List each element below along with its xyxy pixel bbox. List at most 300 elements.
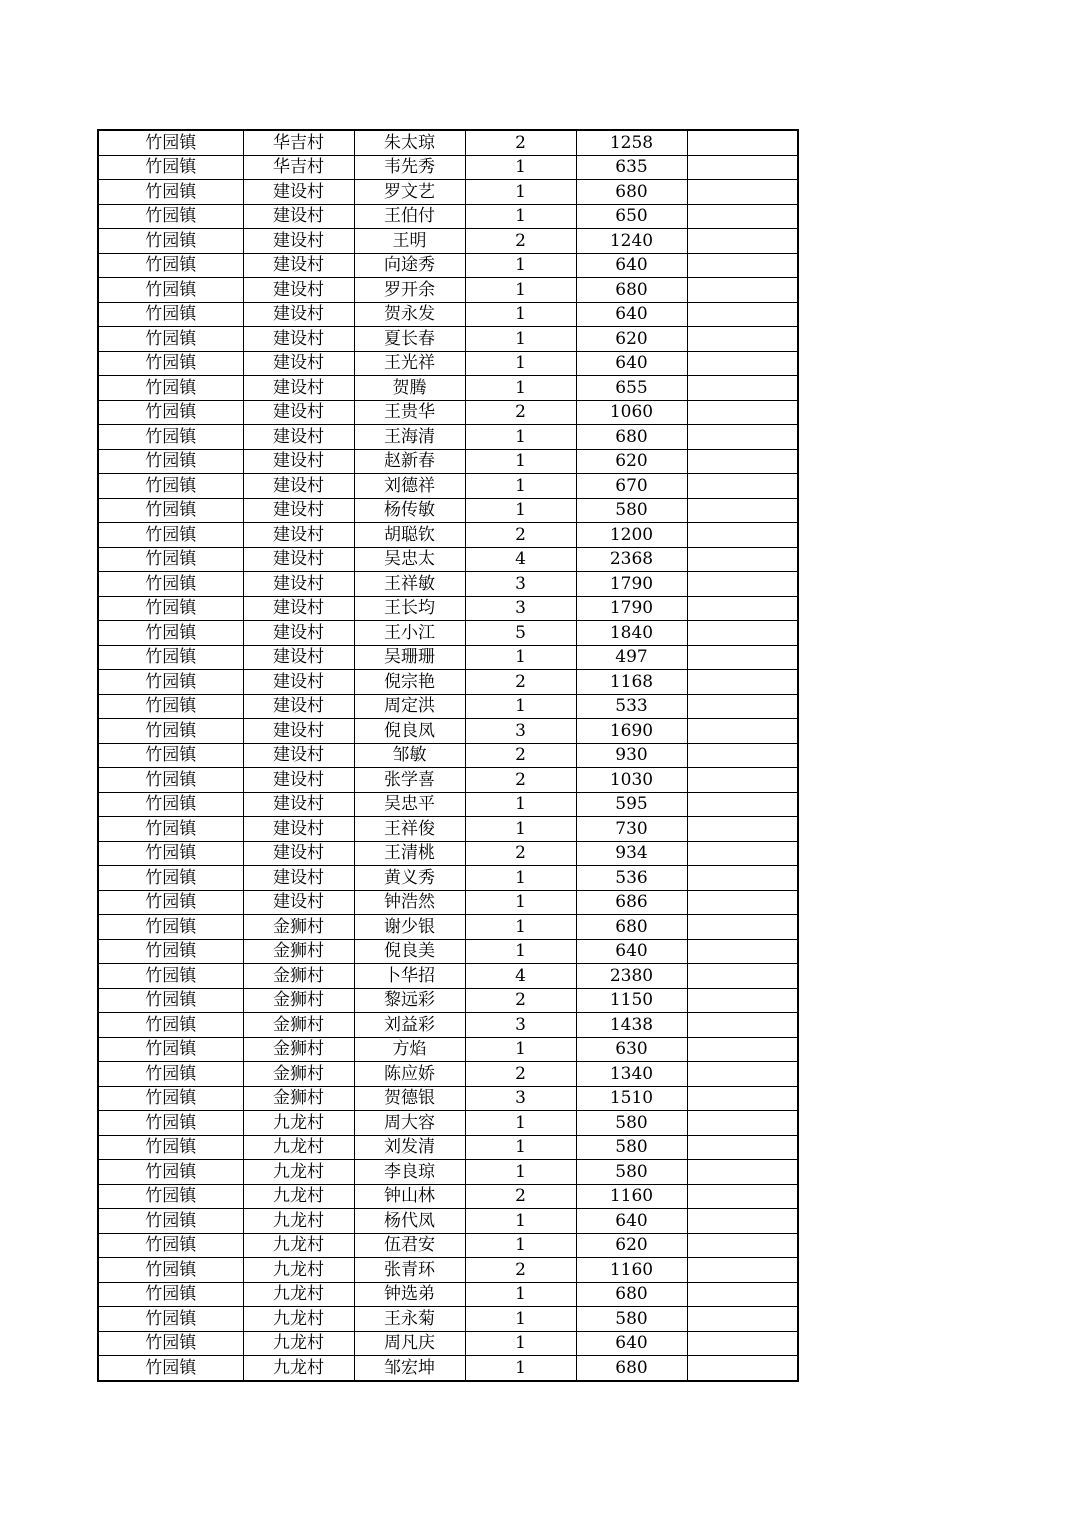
table-row (98, 817, 798, 842)
table-row (98, 988, 798, 1013)
name-cell: 倪良凤 (354, 719, 465, 744)
table-row (98, 253, 798, 278)
name-cell: 周凡庆 (354, 1331, 465, 1356)
count-cell: 1 (465, 817, 576, 842)
town-cell: 竹园镇 (98, 351, 243, 376)
amount-cell: 1168 (576, 670, 687, 695)
note-cell (687, 351, 798, 376)
name-cell: 王长均 (354, 596, 465, 621)
village-cell: 九龙村 (243, 1331, 354, 1356)
town-cell: 竹园镇 (98, 302, 243, 327)
table-row (98, 1282, 798, 1307)
town-cell: 竹园镇 (98, 768, 243, 793)
village-cell: 金狮村 (243, 1013, 354, 1038)
note-cell (687, 523, 798, 548)
name-cell: 王贵华 (354, 400, 465, 425)
village-cell: 建设村 (243, 792, 354, 817)
town-cell: 竹园镇 (98, 743, 243, 768)
name-cell: 王清桃 (354, 841, 465, 866)
amount-cell: 1160 (576, 1258, 687, 1283)
amount-cell: 580 (576, 1307, 687, 1332)
town-cell: 竹园镇 (98, 376, 243, 401)
amount-cell: 1840 (576, 621, 687, 646)
amount-cell: 1690 (576, 719, 687, 744)
amount-cell: 635 (576, 155, 687, 180)
note-cell (687, 1037, 798, 1062)
table-row (98, 229, 798, 254)
town-cell: 竹园镇 (98, 1307, 243, 1332)
town-cell: 竹园镇 (98, 278, 243, 303)
count-cell: 4 (465, 964, 576, 989)
note-cell (687, 204, 798, 229)
name-cell: 卜华招 (354, 964, 465, 989)
note-cell (687, 1160, 798, 1185)
name-cell: 刘德祥 (354, 474, 465, 499)
name-cell: 钟选弟 (354, 1282, 465, 1307)
name-cell: 钟浩然 (354, 890, 465, 915)
note-cell (687, 376, 798, 401)
table-row (98, 1037, 798, 1062)
count-cell: 3 (465, 1086, 576, 1111)
name-cell: 杨传敏 (354, 498, 465, 523)
note-cell (687, 694, 798, 719)
count-cell: 2 (465, 743, 576, 768)
village-cell: 建设村 (243, 719, 354, 744)
count-cell: 2 (465, 841, 576, 866)
village-cell: 九龙村 (243, 1209, 354, 1234)
note-cell (687, 768, 798, 793)
amount-cell: 640 (576, 302, 687, 327)
village-cell: 建设村 (243, 474, 354, 499)
village-cell: 建设村 (243, 621, 354, 646)
town-cell: 竹园镇 (98, 939, 243, 964)
note-cell (687, 1013, 798, 1038)
table-row (98, 572, 798, 597)
note-cell (687, 498, 798, 523)
town-cell: 竹园镇 (98, 547, 243, 572)
count-cell: 1 (465, 204, 576, 229)
note-cell (687, 229, 798, 254)
amount-cell: 1790 (576, 596, 687, 621)
town-cell: 竹园镇 (98, 523, 243, 548)
village-cell: 九龙村 (243, 1160, 354, 1185)
amount-cell: 730 (576, 817, 687, 842)
name-cell: 黄义秀 (354, 866, 465, 891)
table-row (98, 204, 798, 229)
name-cell: 王祥俊 (354, 817, 465, 842)
village-cell: 金狮村 (243, 915, 354, 940)
amount-cell: 580 (576, 1111, 687, 1136)
count-cell: 2 (465, 1184, 576, 1209)
town-cell: 竹园镇 (98, 915, 243, 940)
table-row (98, 474, 798, 499)
note-cell (687, 939, 798, 964)
town-cell: 竹园镇 (98, 988, 243, 1013)
village-cell: 建设村 (243, 327, 354, 352)
table-row (98, 547, 798, 572)
village-cell: 建设村 (243, 890, 354, 915)
town-cell: 竹园镇 (98, 474, 243, 499)
village-cell: 华吉村 (243, 155, 354, 180)
amount-cell: 680 (576, 278, 687, 303)
count-cell: 2 (465, 229, 576, 254)
town-cell: 竹园镇 (98, 694, 243, 719)
town-cell: 竹园镇 (98, 1184, 243, 1209)
name-cell: 贺永发 (354, 302, 465, 327)
village-cell: 金狮村 (243, 1086, 354, 1111)
village-cell: 建设村 (243, 400, 354, 425)
note-cell (687, 547, 798, 572)
name-cell: 贺腾 (354, 376, 465, 401)
count-cell: 1 (465, 792, 576, 817)
name-cell: 周大容 (354, 1111, 465, 1136)
data-table (97, 129, 799, 1382)
town-cell: 竹园镇 (98, 229, 243, 254)
count-cell: 2 (465, 130, 576, 155)
village-cell: 九龙村 (243, 1184, 354, 1209)
note-cell (687, 449, 798, 474)
name-cell: 邹敏 (354, 743, 465, 768)
amount-cell: 1030 (576, 768, 687, 793)
count-cell: 2 (465, 523, 576, 548)
village-cell: 金狮村 (243, 939, 354, 964)
count-cell: 4 (465, 547, 576, 572)
name-cell: 方焰 (354, 1037, 465, 1062)
table-row (98, 180, 798, 205)
count-cell: 2 (465, 670, 576, 695)
note-cell (687, 1233, 798, 1258)
amount-cell: 680 (576, 425, 687, 450)
table-row (98, 866, 798, 891)
name-cell: 张青环 (354, 1258, 465, 1283)
village-cell: 九龙村 (243, 1356, 354, 1381)
amount-cell: 650 (576, 204, 687, 229)
village-cell: 建设村 (243, 768, 354, 793)
table-row (98, 498, 798, 523)
table-row (98, 1356, 798, 1381)
town-cell: 竹园镇 (98, 1111, 243, 1136)
town-cell: 竹园镇 (98, 130, 243, 155)
name-cell: 吴忠平 (354, 792, 465, 817)
amount-cell: 680 (576, 180, 687, 205)
village-cell: 金狮村 (243, 1062, 354, 1087)
count-cell: 1 (465, 180, 576, 205)
town-cell: 竹园镇 (98, 792, 243, 817)
amount-cell: 640 (576, 351, 687, 376)
name-cell: 王光祥 (354, 351, 465, 376)
amount-cell: 580 (576, 1160, 687, 1185)
note-cell (687, 964, 798, 989)
count-cell: 3 (465, 1013, 576, 1038)
amount-cell: 680 (576, 1282, 687, 1307)
name-cell: 王永菊 (354, 1307, 465, 1332)
amount-cell: 536 (576, 866, 687, 891)
note-cell (687, 743, 798, 768)
name-cell: 罗文艺 (354, 180, 465, 205)
town-cell: 竹园镇 (98, 866, 243, 891)
amount-cell: 580 (576, 498, 687, 523)
note-cell (687, 890, 798, 915)
table-row (98, 302, 798, 327)
note-cell (687, 1062, 798, 1087)
village-cell: 建设村 (243, 694, 354, 719)
name-cell: 王海清 (354, 425, 465, 450)
note-cell (687, 1135, 798, 1160)
table-row (98, 645, 798, 670)
town-cell: 竹园镇 (98, 670, 243, 695)
town-cell: 竹园镇 (98, 400, 243, 425)
table-row (98, 841, 798, 866)
count-cell: 1 (465, 939, 576, 964)
table-body (98, 130, 798, 1381)
count-cell: 1 (465, 694, 576, 719)
table-row (98, 1062, 798, 1087)
name-cell: 向途秀 (354, 253, 465, 278)
amount-cell: 1240 (576, 229, 687, 254)
town-cell: 竹园镇 (98, 425, 243, 450)
table-row (98, 964, 798, 989)
count-cell: 1 (465, 253, 576, 278)
village-cell: 建设村 (243, 645, 354, 670)
amount-cell: 620 (576, 449, 687, 474)
table-row (98, 327, 798, 352)
amount-cell: 1200 (576, 523, 687, 548)
town-cell: 竹园镇 (98, 1331, 243, 1356)
count-cell: 2 (465, 768, 576, 793)
note-cell (687, 572, 798, 597)
amount-cell: 620 (576, 1233, 687, 1258)
town-cell: 竹园镇 (98, 817, 243, 842)
note-cell (687, 866, 798, 891)
village-cell: 建设村 (243, 449, 354, 474)
table-row (98, 939, 798, 964)
town-cell: 竹园镇 (98, 621, 243, 646)
table-row (98, 523, 798, 548)
name-cell: 吴忠太 (354, 547, 465, 572)
name-cell: 杨代凤 (354, 1209, 465, 1234)
count-cell: 1 (465, 866, 576, 891)
note-cell (687, 1307, 798, 1332)
count-cell: 1 (465, 645, 576, 670)
village-cell: 建设村 (243, 302, 354, 327)
table-row (98, 890, 798, 915)
count-cell: 1 (465, 1356, 576, 1381)
note-cell (687, 1258, 798, 1283)
table-row (98, 1307, 798, 1332)
amount-cell: 640 (576, 1209, 687, 1234)
amount-cell: 934 (576, 841, 687, 866)
name-cell: 吴珊珊 (354, 645, 465, 670)
village-cell: 九龙村 (243, 1111, 354, 1136)
village-cell: 金狮村 (243, 964, 354, 989)
note-cell (687, 596, 798, 621)
amount-cell: 595 (576, 792, 687, 817)
count-cell: 2 (465, 988, 576, 1013)
town-cell: 竹园镇 (98, 1086, 243, 1111)
name-cell: 夏长春 (354, 327, 465, 352)
village-cell: 九龙村 (243, 1307, 354, 1332)
name-cell: 赵新春 (354, 449, 465, 474)
count-cell: 1 (465, 302, 576, 327)
note-cell (687, 719, 798, 744)
village-cell: 建设村 (243, 425, 354, 450)
town-cell: 竹园镇 (98, 890, 243, 915)
note-cell (687, 302, 798, 327)
amount-cell: 2380 (576, 964, 687, 989)
amount-cell: 533 (576, 694, 687, 719)
village-cell: 建设村 (243, 596, 354, 621)
count-cell: 1 (465, 278, 576, 303)
count-cell: 1 (465, 1233, 576, 1258)
count-cell: 1 (465, 1307, 576, 1332)
name-cell: 李良琼 (354, 1160, 465, 1185)
amount-cell: 930 (576, 743, 687, 768)
town-cell: 竹园镇 (98, 1258, 243, 1283)
amount-cell: 1340 (576, 1062, 687, 1087)
amount-cell: 1160 (576, 1184, 687, 1209)
town-cell: 竹园镇 (98, 253, 243, 278)
table-row (98, 1086, 798, 1111)
table-row (98, 1013, 798, 1038)
note-cell (687, 670, 798, 695)
name-cell: 伍君安 (354, 1233, 465, 1258)
amount-cell: 640 (576, 253, 687, 278)
name-cell: 倪良美 (354, 939, 465, 964)
town-cell: 竹园镇 (98, 155, 243, 180)
town-cell: 竹园镇 (98, 204, 243, 229)
name-cell: 王明 (354, 229, 465, 254)
amount-cell: 655 (576, 376, 687, 401)
village-cell: 建设村 (243, 670, 354, 695)
count-cell: 1 (465, 425, 576, 450)
village-cell: 建设村 (243, 376, 354, 401)
table-row (98, 351, 798, 376)
note-cell (687, 1086, 798, 1111)
table-row (98, 1258, 798, 1283)
table-row (98, 1209, 798, 1234)
table-row (98, 278, 798, 303)
table-row (98, 155, 798, 180)
amount-cell: 1150 (576, 988, 687, 1013)
town-cell: 竹园镇 (98, 1013, 243, 1038)
town-cell: 竹园镇 (98, 1356, 243, 1381)
count-cell: 1 (465, 155, 576, 180)
note-cell (687, 1331, 798, 1356)
village-cell: 建设村 (243, 572, 354, 597)
name-cell: 刘发清 (354, 1135, 465, 1160)
count-cell: 1 (465, 351, 576, 376)
note-cell (687, 1209, 798, 1234)
table-row (98, 915, 798, 940)
village-cell: 建设村 (243, 523, 354, 548)
count-cell: 1 (465, 1331, 576, 1356)
table-row (98, 1331, 798, 1356)
count-cell: 1 (465, 498, 576, 523)
count-cell: 2 (465, 1258, 576, 1283)
note-cell (687, 253, 798, 278)
table-row (98, 376, 798, 401)
amount-cell: 1790 (576, 572, 687, 597)
amount-cell: 670 (576, 474, 687, 499)
name-cell: 邹宏坤 (354, 1356, 465, 1381)
note-cell (687, 1356, 798, 1381)
village-cell: 九龙村 (243, 1233, 354, 1258)
count-cell: 3 (465, 572, 576, 597)
village-cell: 建设村 (243, 841, 354, 866)
village-cell: 九龙村 (243, 1282, 354, 1307)
table-row (98, 792, 798, 817)
town-cell: 竹园镇 (98, 1233, 243, 1258)
village-cell: 建设村 (243, 351, 354, 376)
count-cell: 1 (465, 449, 576, 474)
amount-cell: 1060 (576, 400, 687, 425)
name-cell: 刘益彩 (354, 1013, 465, 1038)
amount-cell: 620 (576, 327, 687, 352)
note-cell (687, 400, 798, 425)
village-cell: 建设村 (243, 817, 354, 842)
count-cell: 1 (465, 376, 576, 401)
table-row (98, 130, 798, 155)
village-cell: 建设村 (243, 547, 354, 572)
note-cell (687, 180, 798, 205)
table-row (98, 1233, 798, 1258)
town-cell: 竹园镇 (98, 964, 243, 989)
amount-cell: 640 (576, 939, 687, 964)
count-cell: 3 (465, 719, 576, 744)
name-cell: 倪宗艳 (354, 670, 465, 695)
name-cell: 陈应娇 (354, 1062, 465, 1087)
amount-cell: 686 (576, 890, 687, 915)
amount-cell: 640 (576, 1331, 687, 1356)
name-cell: 王祥敏 (354, 572, 465, 597)
table-row (98, 1184, 798, 1209)
note-cell (687, 278, 798, 303)
note-cell (687, 425, 798, 450)
count-cell: 5 (465, 621, 576, 646)
note-cell (687, 841, 798, 866)
note-cell (687, 1282, 798, 1307)
town-cell: 竹园镇 (98, 1282, 243, 1307)
count-cell: 1 (465, 1135, 576, 1160)
count-cell: 1 (465, 1209, 576, 1234)
village-cell: 建设村 (243, 180, 354, 205)
note-cell (687, 988, 798, 1013)
count-cell: 1 (465, 474, 576, 499)
note-cell (687, 155, 798, 180)
count-cell: 1 (465, 890, 576, 915)
name-cell: 钟山林 (354, 1184, 465, 1209)
village-cell: 建设村 (243, 278, 354, 303)
note-cell (687, 327, 798, 352)
amount-cell: 630 (576, 1037, 687, 1062)
note-cell (687, 1111, 798, 1136)
town-cell: 竹园镇 (98, 1062, 243, 1087)
count-cell: 1 (465, 1037, 576, 1062)
name-cell: 韦先秀 (354, 155, 465, 180)
count-cell: 2 (465, 400, 576, 425)
name-cell: 朱太琼 (354, 130, 465, 155)
town-cell: 竹园镇 (98, 1135, 243, 1160)
amount-cell: 1510 (576, 1086, 687, 1111)
village-cell: 九龙村 (243, 1135, 354, 1160)
table-row (98, 621, 798, 646)
note-cell (687, 1184, 798, 1209)
note-cell (687, 645, 798, 670)
count-cell: 1 (465, 1111, 576, 1136)
table-row (98, 719, 798, 744)
note-cell (687, 817, 798, 842)
village-cell: 金狮村 (243, 988, 354, 1013)
